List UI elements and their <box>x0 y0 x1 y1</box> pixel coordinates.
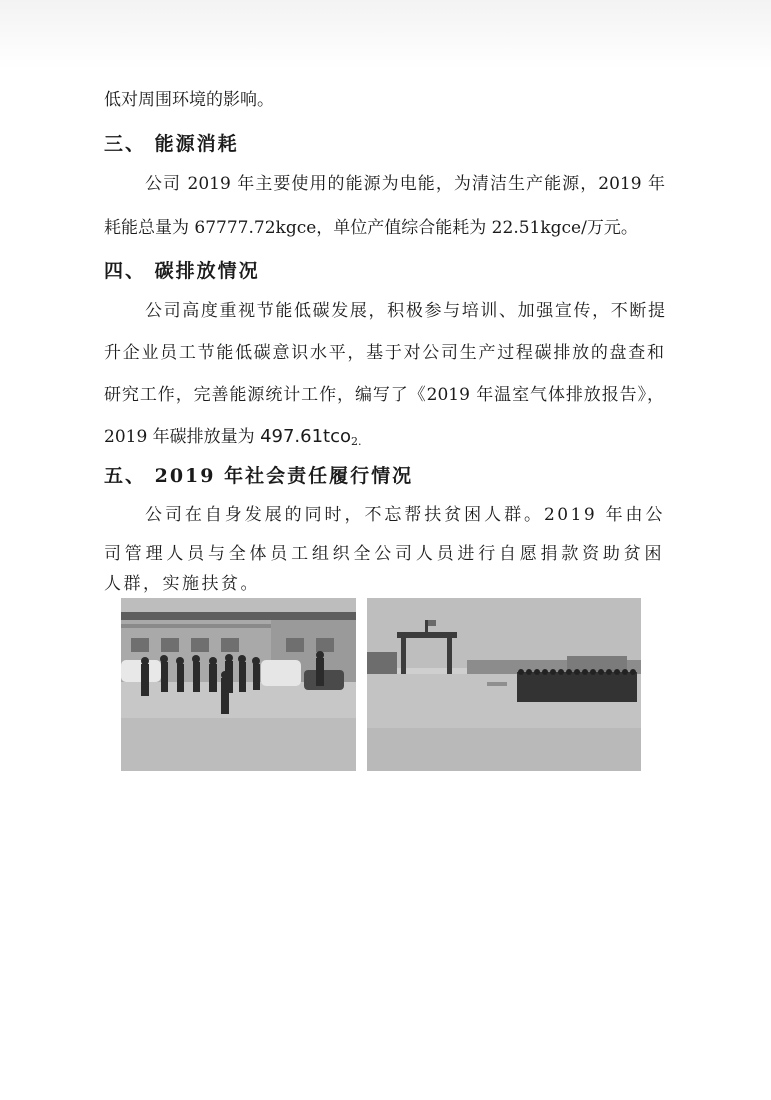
paragraph-line: 人群，实施扶贫。 <box>104 574 260 594</box>
section-heading-energy: 三、 能源消耗 <box>104 133 239 155</box>
paragraph-line: 司管理人员与全体员工组织全公司人员进行自愿捐款资助贫困 <box>104 544 664 564</box>
emission-value: 497.61tco <box>260 426 352 447</box>
paragraph-line: 耗能总量为 67777.72kgce，单位产值综合能耗为 22.51kgce/万元。 <box>104 218 638 238</box>
emission-subscript: 2. <box>351 435 362 448</box>
paragraph-line: 升企业员工节能低碳意识水平，基于对公司生产过程碳排放的盘查和 <box>104 343 664 363</box>
photo-yard-lineup <box>367 598 641 771</box>
paragraph-line: 公司高度重视节能低碳发展，积极参与培训、加强宣传，不断提 <box>145 301 665 321</box>
paragraph-line: 低对周围环境的影响。 <box>104 90 274 110</box>
paragraph-line-emission <box>104 425 664 454</box>
paragraph-line: 研究工作，完善能源统计工作，编写了《2019 年温室气体排放报告》， <box>104 385 664 405</box>
paragraph-line: 公司 2019 年主要使用的能源为电能，为清洁生产能源，2019 年 <box>145 174 665 194</box>
section-heading-carbon: 四、 碳排放情况 <box>104 260 260 282</box>
emission-prefix: 2019 年碳排放量为 <box>104 427 261 447</box>
photo-factory-gathering <box>121 598 356 771</box>
scan-shadow <box>0 0 771 70</box>
section-heading-social: 五、 2019 年社会责任履行情况 <box>104 465 414 487</box>
paragraph-line: 公司在自身发展的同时，不忘帮扶贫困人群。2019 年由公 <box>145 505 665 525</box>
